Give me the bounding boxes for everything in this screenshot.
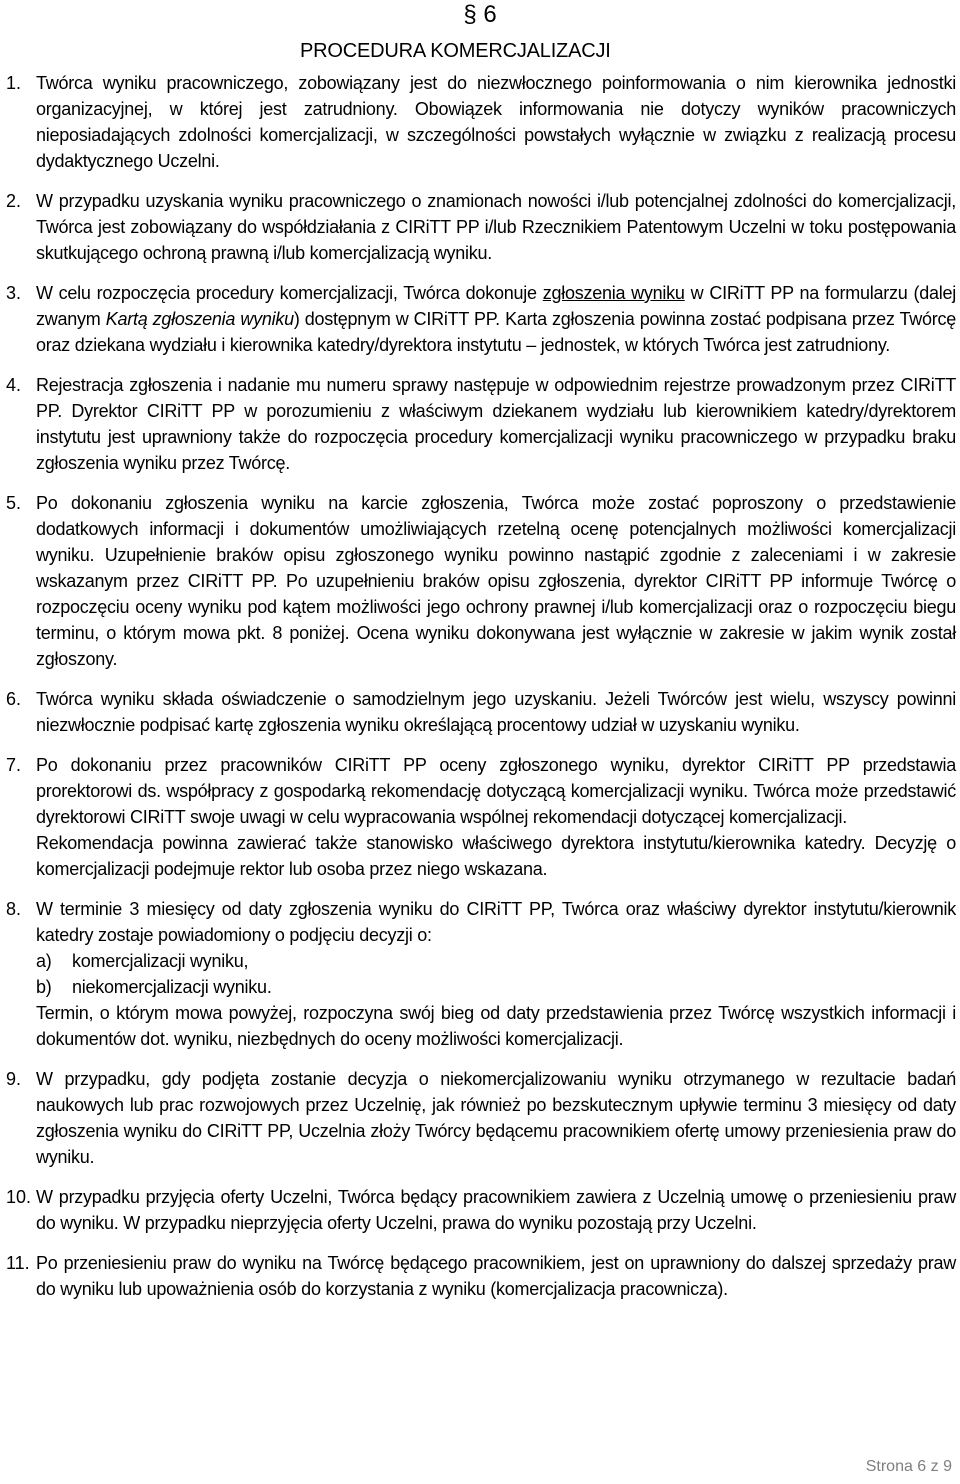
list-item [0,372,960,476]
item-text [36,280,956,358]
sub-option-label: b) [36,977,52,997]
sub-option [36,974,956,1000]
list-item [0,686,960,738]
sub-option-label: a) [36,951,52,971]
procedure-list [0,70,960,1316]
item-number: 4. [6,375,22,395]
list-item [0,752,960,882]
item-number: 6. [6,689,22,709]
italic-term: Kartą zgłoszenia wyniku [105,309,294,329]
item-number: 7. [6,755,22,775]
list-item [0,70,960,174]
list-item [0,1184,960,1236]
list-item [0,188,960,266]
list-item [0,490,960,672]
item-text-continued: Rekomendacja powinna zawierać także stanowisko właściwego dyrektora instytutu/kierownika katedry. Decyzję o komercjalizacji podejmuje rektor lub osoba przez niego wskazana. [36,833,956,879]
item-text: Po dokonaniu przez pracowników CIRiTT PP oceny zgłoszonego wyniku, dyrektor CIRiTT PP przedstawia prorektorowi ds. współpracy z gospodarką rekomendację dotyczącą komercjalizacji wyniku. Twórca może przedstawić dyrektorowi CIRiTT swoje uwagi w celu wypracowania wspólnej rekomendacji dotyczącej komercjalizacji. [36,755,956,827]
sub-option [36,948,956,974]
list-item [0,896,960,1052]
list-item [0,280,960,358]
item-text-continued: Termin, o którym mowa powyżej, rozpoczyna swój bieg od daty przedstawienia przez Twórcę wszystkich informacji i dokumentów dot. wyniku, niezbędnych do oceny możliwości komercjalizacji. [36,1003,956,1049]
item-number: 11. [6,1253,30,1273]
sub-option-text: komercjalizacji wyniku, [72,951,249,971]
item-text: W terminie 3 miesięcy od daty zgłoszenia wyniku do CIRiTT PP, Twórca oraz właściwy dyrektor instytutu/kierownik katedry zostaje powiadomiony o podjęciu decyzji o: [36,899,956,945]
item-text: Twórca wyniku składa oświadczenie o samodzielnym jego uzyskaniu. Jeżeli Twórców jest wielu, wszyscy powinni niezwłocznie podpisać kartę zgłoszenia wyniku określającą procentowy udział w uzyskaniu wyniku. [36,689,956,735]
list-item [0,1250,960,1302]
item-number: 2. [6,191,22,211]
item-number: 1. [6,73,22,93]
item-text: Po przeniesieniu praw do wyniku na Twórcę będącego pracownikiem, jest on uprawniony do dalszej sprzedaży praw do wyniku lub upoważnienia osób do korzystania z wyniku (komercjalizacja pracownicza). [36,1253,956,1299]
item-text: Po dokonaniu zgłoszenia wyniku na karcie zgłoszenia, Twórca może zostać poproszony o przedstawienie dodatkowych informacji i dokumentów umożliwiających rzetelną ocenę potencjalnych możliwości komercjalizacji wyniku. Uzupełnienie braków opisu zgłoszonego wyniku powinno nastąpić zgodnie z zaleceniami i w zakresie wskazanym przez CIRiTT PP. Po uzupełnieniu braków opisu zgłoszenia, dyrektor CIRiTT PP informuje Twórcę o rozpoczęciu oceny wyniku pod kątem możliwości jego ochrony prawnej i/lub komercjalizacji oraz o rozpoczęciu biegu terminu, o którym mowa pkt. 8 poniżej. Ocena wyniku dokonywana jest wyłącznie w zakresie w jakim wynik został zgłoszony. [36,493,956,669]
item-number: 5. [6,493,22,513]
underlined-term: zgłoszenia wyniku [542,283,685,303]
item-text: W przypadku uzyskania wyniku pracowniczego o znamionach nowości i/lub potencjalnej zdolności do komercjalizacji, Twórca jest zobowiązany do współdziałania z CIRiTT PP i/lub Rzecznikiem Patentowym Uczelni w toku postępowania skutkującego ochroną prawną i/lub komercjalizacją wyniku. [36,191,956,263]
page-number-footer: Strona 6 z 9 [865,1458,952,1475]
item-text-part: w CIRiTT PP na formularzu (dalej zwanym [36,283,956,329]
list-item [0,1066,960,1170]
item-text: W przypadku, gdy podjęta zostanie decyzja o niekomercjalizowaniu wyniku otrzymanego w rezultacie badań naukowych lub prac rozwojowych przez Uczelnię, jak również po bezskutecznym upływie terminu 3 miesięcy od daty zgłoszenia wyniku do CIRiTT PP, Uczelnia złoży Twórcy będącemu pracownikiem ofertę umowy przeniesienia praw do wyniku. [36,1069,956,1167]
item-text-part: ) dostępnym w CIRiTT PP. Karta zgłoszenia powinna zostać podpisana przez Twórcę oraz dziekana wydziału i kierownika katedry/dyrektora instytutu – jednostek, w których Twórca jest zatrudniony. [36,309,956,355]
item-text-part: W celu rozpoczęcia procedury komercjalizacji, Twórca dokonuje [36,283,537,303]
item-number: 10. [6,1187,32,1207]
item-number: 9. [6,1069,22,1089]
section-heading: PROCEDURA KOMERCJALIZACJI [300,40,611,62]
item-text: Twórca wyniku pracowniczego, zobowiązany jest do niezwłocznego poinformowania o nim kierownika jednostki organizacyjnej, w której jest zatrudniony. Obowiązek informowania nie dotyczy wyników pracowniczych nieposiadających zdolności komercjalizacji, w szczególności powstałych wyłącznie w związku z realizacją procesu dydaktycznego Uczelni. [36,73,956,171]
section-mark: § 6 [463,1,497,28]
item-text: W przypadku przyjęcia oferty Uczelni, Twórca będący pracownikiem zawiera z Uczelnią umowę o przeniesieniu praw do wyniku. W przypadku nieprzyjęcia oferty Uczelni, prawa do wyniku pozostają przy Uczelni. [36,1187,956,1233]
item-number: 3. [6,283,22,303]
sub-option-text: niekomercjalizacji wyniku. [72,977,272,997]
item-text: Rejestracja zgłoszenia i nadanie mu numeru sprawy następuje w odpowiednim rejestrze prowadzonym przez CIRiTT PP. Dyrektor CIRiTT PP w porozumieniu z właściwym dziekanem wydziału lub kierownikiem katedry/dyrektorem instytutu jest uprawniony także do rozpoczęcia procedury komercjalizacji wyniku pracowniczego w przypadku braku zgłoszenia wyniku przez Twórcę. [36,375,956,473]
item-number: 8. [6,899,22,919]
